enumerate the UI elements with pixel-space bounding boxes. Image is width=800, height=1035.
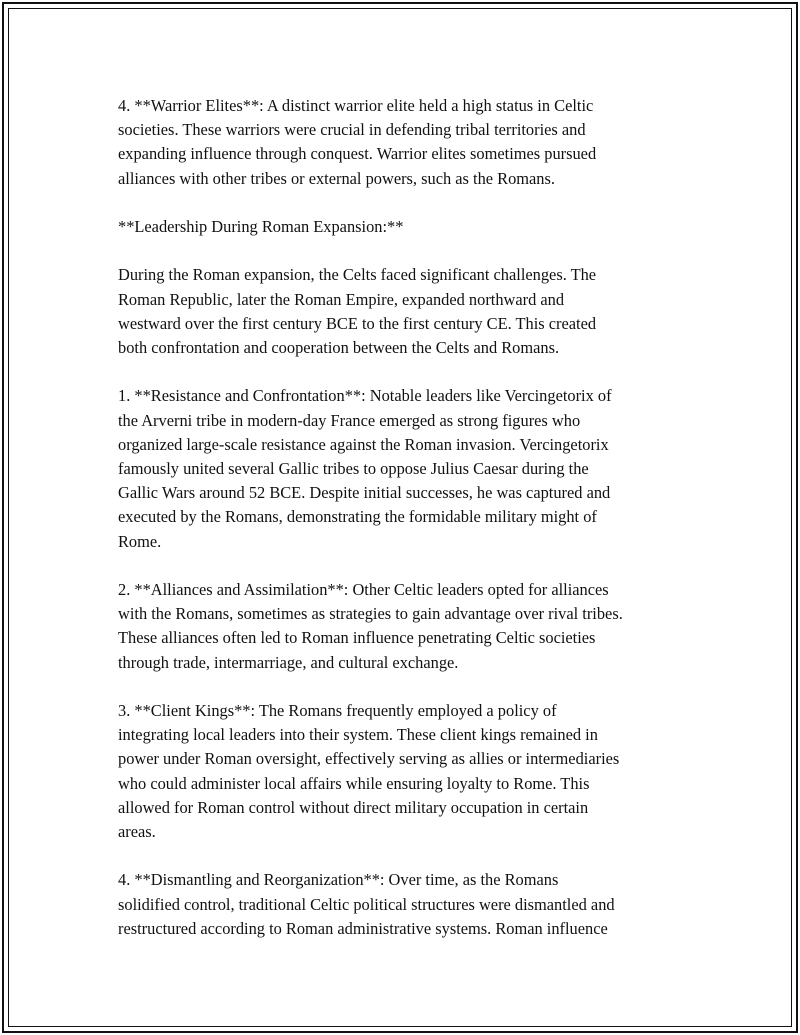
paragraph-roman-expansion-intro: During the Roman expansion, the Celts faced significant challenges. The Roman Republic, later the Roman Empire, expanded northward and westward over the first century BCE to the first century CE. This created both confrontation and cooperation between the Celts and Romans. xyxy=(118,265,597,357)
paragraph-dismantling-reorganization: 4. **Dismantling and Reorganization**: Over time, as the Romans solidified control, traditional Celtic political structures were dismantled and restructured according to Roman administrative systems. Roman influence xyxy=(118,870,615,938)
paragraph-client-kings: 3. **Client Kings**: The Romans frequently employed a policy of integrating local leaders into their system. These client kings remained in power under Roman oversight, effectively serving as allies or intermediaries who could administer local affairs while ensuring loyalty to Rome. This allowed for Roman control without direct military occupation in certain areas. xyxy=(118,701,620,842)
paragraph-resistance-confrontation: 1. **Resistance and Confrontation**: Notable leaders like Vercingetorix of the Arverni tribe in modern-day France emerged as strong figures who organized large-scale resistance against the Roman invasion. Vercingetorix famously united several Gallic tribes to oppose Julius Caesar during the Gallic Wars around 52 BCE. Despite initial successes, he was captured and executed by the Romans, demonstrating the formidable military might of Rome. xyxy=(118,386,612,551)
paragraph-warrior-elites: 4. **Warrior Elites**: A distinct warrior elite held a high status in Celtic societies. These warriors were crucial in defending tribal territories and expanding influence through conquest. Warrior elites sometimes pursued alliances with other tribes or external powers, such as the Romans. xyxy=(118,96,597,188)
document-body xyxy=(118,94,694,965)
section-heading-roman-expansion: **Leadership During Roman Expansion:** xyxy=(118,217,404,236)
paragraph-alliances-assimilation: 2. **Alliances and Assimilation**: Other Celtic leaders opted for alliances with the Romans, sometimes as strategies to gain advantage over rival tribes. These alliances often led to Roman influence penetrating Celtic societies through trade, intermarriage, and cultural exchange. xyxy=(118,580,623,672)
